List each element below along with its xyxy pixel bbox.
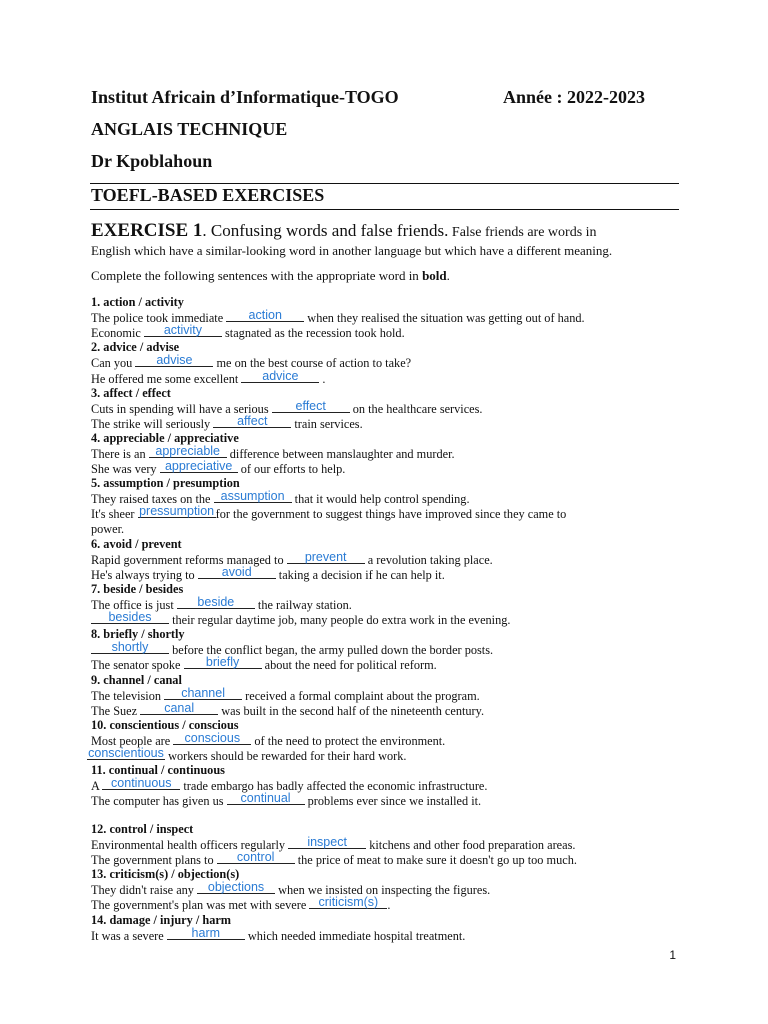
sentence-start: There is an — [91, 447, 149, 461]
filled-answer: beside — [197, 595, 235, 609]
answer-blank[interactable] — [287, 549, 365, 564]
sentence-end: that it would help control spending. — [291, 492, 470, 507]
answer-blank[interactable] — [149, 446, 227, 458]
filled-answer: affect — [237, 413, 268, 428]
question-words: 7. beside / besides — [91, 581, 184, 596]
question-words: 11. continual / continuous — [91, 763, 225, 778]
filled-answer: advise — [156, 353, 193, 368]
answer-blank[interactable] — [214, 491, 292, 503]
instructions — [91, 268, 450, 284]
sentence-start: The office is just — [91, 598, 177, 612]
top-rule — [90, 183, 679, 184]
answer-blank[interactable] — [227, 793, 305, 805]
answer-blank[interactable] — [160, 461, 238, 473]
section-title: TOEFL-BASED EXERCISES — [91, 185, 325, 205]
academic-year: Année : 2022-2023 — [503, 87, 645, 107]
question-words: 4. appreciable / appreciative — [91, 430, 239, 445]
answer-blank[interactable] — [87, 748, 165, 760]
sentence-start: Economic — [91, 326, 144, 341]
sentence-line — [91, 882, 490, 898]
filled-answer: besides — [108, 610, 152, 625]
filled-answer: continual — [240, 791, 291, 806]
sentence-line — [91, 657, 437, 673]
answer-blank[interactable] — [140, 700, 218, 715]
sentence-continuation: power. — [91, 521, 125, 536]
sentence-start: The senator spoke — [91, 658, 184, 673]
sentence-start: The government's plan was met with severe — [91, 898, 310, 913]
sentence-line — [91, 642, 493, 658]
bottom-rule — [90, 209, 679, 210]
question-words: 3. affect / effect — [91, 385, 171, 400]
sentence-end: kitchens and other food preparation areas. — [366, 838, 576, 853]
filled-answer: conscientious — [88, 746, 164, 760]
sentence-line — [87, 748, 406, 764]
sentence-line — [91, 325, 405, 341]
institute-name: Institut Africain d’Informatique-TOGO — [91, 87, 399, 107]
sentence-end: . — [319, 371, 326, 386]
question-heading — [91, 822, 193, 837]
sentence-line — [91, 852, 577, 868]
sentence-line — [91, 837, 575, 853]
question-heading — [91, 537, 182, 552]
sentence-start: He's always trying to — [91, 567, 198, 582]
answer-blank[interactable] — [217, 852, 295, 864]
sentence-start: They didn't raise any — [91, 883, 198, 898]
answer-blank[interactable] — [144, 325, 222, 337]
sentence-start: The police took immediate — [91, 311, 227, 326]
answer-blank[interactable] — [177, 597, 255, 609]
question-words: 14. damage / injury / harm — [91, 912, 232, 927]
exercise-label: EXERCISE 1 — [91, 220, 203, 241]
filled-answer: action — [248, 308, 282, 323]
filled-answer: objections — [207, 880, 265, 895]
sentence-start: It's sheer — [91, 507, 138, 522]
exercise-desc-2: English which have a similar-looking word in another language but which have a different meaning. — [91, 243, 613, 258]
sentence-end: their regular daytime job, many people do extra work in the evening. — [169, 613, 511, 628]
filled-answer: pressumption — [139, 504, 215, 519]
page-number: 1 — [669, 948, 676, 962]
filled-answer: activity — [163, 323, 203, 338]
answer-blank[interactable] — [226, 310, 304, 322]
sentence-start: Rapid government reforms managed to — [91, 552, 287, 567]
sentence-line — [91, 925, 466, 944]
sentence-line — [91, 368, 326, 387]
sentence-start: The strike will seriously — [91, 416, 214, 431]
exercise-heading — [91, 220, 597, 242]
question-words: 1. action / activity — [91, 295, 184, 309]
filled-answer: continuous — [111, 776, 172, 791]
sentence-line — [91, 793, 481, 809]
sentence-end: workers should be rewarded for their hard work. — [165, 749, 407, 763]
sentence-end: the price of meat to make sure it doesn't go up too much. — [294, 853, 577, 868]
sentence-start: They raised taxes on the — [91, 492, 214, 507]
sentence-start: Most people are — [91, 733, 174, 748]
answer-blank[interactable] — [102, 778, 180, 790]
sentence-end: when they realised the situation was getting out of hand. — [304, 311, 585, 326]
answer-blank[interactable] — [91, 612, 169, 624]
sentence-line — [91, 549, 493, 568]
sentence-end: problems ever since we installed it. — [304, 794, 482, 809]
answer-blank[interactable] — [138, 506, 216, 518]
instructions-text: Complete the following sentences with the appropriate word in — [91, 268, 423, 283]
filled-answer: shortly — [111, 640, 149, 655]
exercise-desc-1: False friends are words in — [448, 225, 597, 240]
filled-answer: control — [236, 850, 275, 865]
sentence-end: on the healthcare services. — [349, 401, 483, 416]
instructions-end: . — [446, 268, 450, 283]
sentence-end: trade embargo has badly affected the economic infrastructure. — [180, 779, 488, 794]
sentence-end: about the need for political reform. — [261, 658, 437, 673]
sentence-end: of the need to protect the environment. — [251, 733, 446, 748]
instructions-bold: bold — [422, 268, 447, 283]
question-words: 8. briefly / shortly — [91, 627, 185, 642]
teacher-name: Dr Kpoblahoun — [91, 151, 213, 171]
answer-blank[interactable] — [272, 398, 350, 413]
filled-answer: effect — [295, 398, 326, 413]
sentence-start: The government plans to — [91, 853, 217, 868]
sentence-line — [91, 897, 390, 913]
answer-blank[interactable] — [197, 882, 275, 894]
answer-blank[interactable] — [198, 564, 276, 579]
sentence-start: Environmental health officers regularly — [91, 838, 289, 853]
sentence-end: before the conflict began, the army pulled down the border posts. — [169, 643, 494, 658]
filled-answer: channel — [181, 685, 225, 700]
sentence-start: A — [91, 779, 103, 794]
sentence-end: me on the best course of action to take? — [213, 356, 412, 371]
sentence-start: The Suez — [91, 703, 141, 718]
question-heading — [91, 582, 183, 597]
answer-blank[interactable] — [241, 368, 319, 383]
answer-blank[interactable] — [91, 642, 169, 654]
sentence-end: . — [387, 898, 391, 913]
question-words: 12. control / inspect — [91, 821, 194, 836]
question-heading — [91, 386, 171, 401]
answer-blank[interactable] — [184, 657, 262, 669]
answer-blank[interactable] — [164, 685, 242, 700]
sentence-start: He offered me some excellent — [91, 371, 242, 386]
question-words: 10. conscientious / conscious — [91, 717, 239, 732]
question-words: 9. channel / canal — [91, 672, 182, 687]
question-words: 2. advice / advise — [91, 340, 180, 355]
filled-answer: avoid — [221, 564, 252, 579]
sentence-start: It was a severe — [91, 928, 167, 943]
exercise-topic: Confusing words and false friends. — [206, 221, 449, 240]
sentence-end: which needed immediate hospital treatment. — [244, 928, 466, 943]
sentence-end: was built in the second half of the nineteenth century. — [218, 703, 485, 718]
sentence-end: taking a decision if he can help it. — [275, 567, 445, 582]
sentence-line — [91, 413, 363, 432]
sentence-start: Can you — [91, 356, 136, 371]
course-title: ANGLAIS TECHNIQUE — [91, 119, 288, 139]
answer-blank[interactable] — [167, 925, 245, 940]
filled-answer: briefly — [205, 655, 240, 670]
answer-blank[interactable] — [173, 730, 251, 745]
sentence-end: a revolution taking place. — [364, 552, 493, 567]
answer-blank[interactable] — [213, 413, 291, 428]
sentence-start: The computer has given us — [91, 794, 227, 809]
question-words: 13. criticism(s) / objection(s) — [91, 867, 240, 882]
filled-answer: advice — [262, 368, 299, 383]
filled-answer: assumption — [220, 489, 285, 504]
sentence-end: train services. — [291, 416, 363, 431]
sentence-line — [91, 446, 455, 462]
sentence-end: of our efforts to help. — [237, 462, 346, 477]
question-words: 5. assumption / presumption — [91, 476, 240, 491]
answer-blank[interactable] — [309, 897, 387, 909]
answer-blank[interactable] — [288, 837, 366, 849]
sentence-end: received a formal complaint about the program. — [242, 688, 480, 703]
filled-answer: conscious — [184, 730, 241, 745]
exercise-sep: . — [202, 221, 207, 240]
filled-answer: canal — [164, 700, 195, 715]
sentence-line — [91, 506, 566, 522]
filled-answer: appreciable — [155, 444, 221, 458]
sentence-end: stagnated as the recession took hold. — [221, 326, 405, 341]
sentence-line — [91, 612, 510, 628]
sentence-end: when we insisted on inspecting the figures. — [275, 883, 491, 898]
sentence-line — [91, 461, 345, 477]
answer-blank[interactable] — [135, 355, 213, 367]
sentence-end: for the government to suggest things have improved since they came to — [215, 507, 567, 522]
sentence-start: The television — [91, 688, 165, 703]
sentence-line — [91, 700, 485, 719]
filled-answer: prevent — [304, 549, 347, 564]
sentence-start: She was very — [91, 462, 160, 477]
question-words: 6. avoid / prevent — [91, 536, 182, 551]
sentence-start: Cuts in spending will have a serious — [91, 401, 272, 416]
filled-answer: criticism(s) — [318, 895, 379, 910]
sentence-end: the railway station. — [254, 598, 352, 612]
sentence-line — [91, 564, 445, 583]
filled-answer: inspect — [307, 835, 347, 850]
question-heading — [91, 295, 184, 310]
filled-answer: harm — [191, 925, 221, 940]
sentence-end: difference between manslaughter and murder. — [226, 447, 455, 461]
filled-answer: appreciative — [164, 459, 233, 474]
